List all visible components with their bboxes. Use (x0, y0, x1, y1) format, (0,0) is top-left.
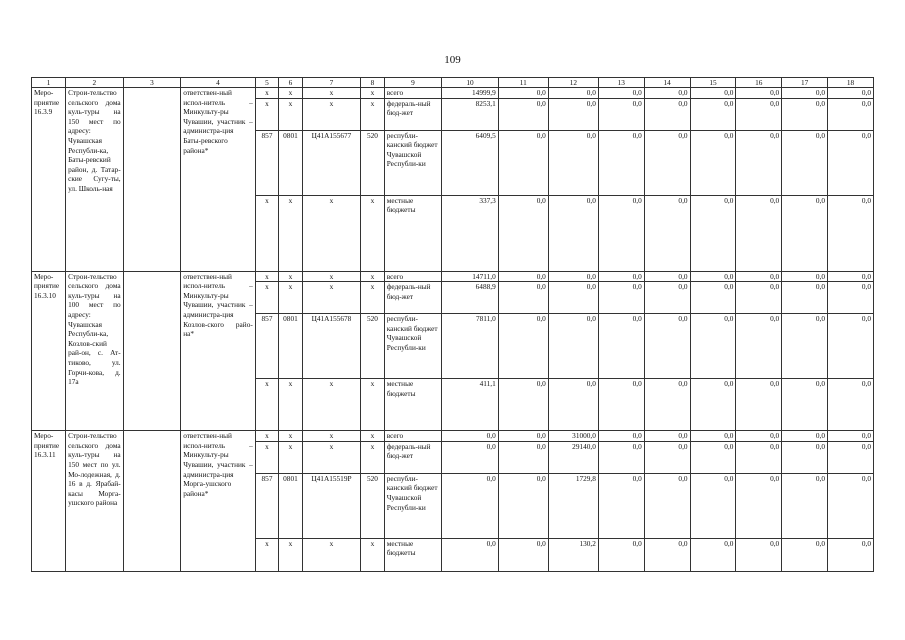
funding-value: 0,0 (498, 88, 548, 99)
funding-value: 337,3 (442, 195, 498, 271)
grbs-code: x (255, 538, 278, 571)
funding-value: 0,0 (736, 282, 782, 314)
grbs-code: x (255, 88, 278, 99)
funding-source: местные бюджеты (384, 195, 442, 271)
funding-value: 0,0 (736, 473, 782, 538)
grbs-code: 857 (255, 314, 278, 379)
funding-value: 0,0 (644, 473, 690, 538)
funding-source: местные бюджеты (384, 538, 442, 571)
funding-value: 0,0 (548, 271, 598, 282)
funding-source: местные бюджеты (384, 379, 442, 431)
target-article-code: Ц41А15519Р (302, 473, 361, 538)
column-number-9: 9 (384, 78, 442, 88)
target-article-code: Ц41А155677 (302, 130, 361, 195)
funding-value: 0,0 (498, 314, 548, 379)
funding-value: 0,0 (828, 473, 874, 538)
activity-executor: ответствен-ный испол-нитель – Минкульту-ры Чувашии, участник – администра-ция Козлов-ского райо-на* (181, 271, 256, 431)
funding-value: 0,0 (548, 130, 598, 195)
table-row (32, 88, 874, 99)
section-code: x (279, 195, 302, 271)
funding-value: 0,0 (828, 379, 874, 431)
column-number-8: 8 (361, 78, 384, 88)
funding-source: всего (384, 88, 442, 99)
funding-source: республи-канский бюджет Чувашской Республи-ки (384, 130, 442, 195)
funding-value: 0,0 (736, 431, 782, 442)
expense-type-code: x (361, 195, 384, 271)
funding-value: 0,0 (498, 282, 548, 314)
funding-value: 0,0 (498, 473, 548, 538)
funding-value: 0,0 (644, 88, 690, 99)
funding-value: 0,0 (828, 441, 874, 473)
funding-value: 0,0 (498, 271, 548, 282)
funding-value: 0,0 (644, 538, 690, 571)
column-number-7: 7 (302, 78, 361, 88)
activity-name: Строи-тельство сельского дома куль-туры на 150 мест по адресу: Чувашская Республи-ка, Баты-ревский район, д. Татар-ские Сугу-ты, ул. Школь-ная (66, 88, 124, 272)
target-article-code: Ц41А155678 (302, 314, 361, 379)
funding-source: федераль-ный бюд-жет (384, 441, 442, 473)
funding-value: 0,0 (690, 441, 736, 473)
funding-value: 0,0 (498, 379, 548, 431)
funding-value: 0,0 (598, 282, 644, 314)
funding-value: 0,0 (690, 431, 736, 442)
funding-value: 29140,0 (548, 441, 598, 473)
expense-type-code: x (361, 441, 384, 473)
target-article-code: x (302, 98, 361, 130)
funding-value: 0,0 (828, 314, 874, 379)
funding-value: 14999,9 (442, 88, 498, 99)
target-article-code: x (302, 431, 361, 442)
funding-value: 0,0 (690, 88, 736, 99)
target-article-code: x (302, 282, 361, 314)
funding-value: 0,0 (498, 98, 548, 130)
funding-value: 0,0 (498, 538, 548, 571)
funding-value: 0,0 (548, 379, 598, 431)
section-code: x (279, 88, 302, 99)
funding-value: 0,0 (498, 441, 548, 473)
funding-source: федераль-ный бюд-жет (384, 98, 442, 130)
funding-value: 0,0 (598, 98, 644, 130)
activity-code: Меро-приятие 16.3.10 (32, 271, 66, 431)
activity-code: Меро-приятие 16.3.9 (32, 88, 66, 272)
funding-value: 0,0 (690, 130, 736, 195)
funding-value: 0,0 (598, 271, 644, 282)
funding-value: 0,0 (442, 538, 498, 571)
funding-value: 0,0 (644, 195, 690, 271)
expense-type-code: x (361, 379, 384, 431)
funding-value: 0,0 (598, 88, 644, 99)
funding-value: 0,0 (736, 314, 782, 379)
funding-value: 0,0 (782, 195, 828, 271)
funding-value: 0,0 (736, 195, 782, 271)
funding-value: 0,0 (442, 431, 498, 442)
grbs-code: x (255, 271, 278, 282)
funding-value: 0,0 (782, 282, 828, 314)
funding-value: 1729,8 (548, 473, 598, 538)
funding-value: 0,0 (782, 379, 828, 431)
funding-value: 0,0 (690, 473, 736, 538)
funding-value: 0,0 (644, 314, 690, 379)
column-number-13: 13 (598, 78, 644, 88)
funding-value: 0,0 (442, 441, 498, 473)
funding-value: 14711,0 (442, 271, 498, 282)
expense-type-code: 520 (361, 130, 384, 195)
funding-source: всего (384, 431, 442, 442)
funding-value: 0,0 (644, 282, 690, 314)
funding-value: 0,0 (598, 130, 644, 195)
funding-value: 0,0 (644, 130, 690, 195)
funding-value: 0,0 (782, 314, 828, 379)
funding-value: 6488,9 (442, 282, 498, 314)
funding-value: 0,0 (736, 379, 782, 431)
funding-value: 0,0 (690, 282, 736, 314)
target-article-code: x (302, 195, 361, 271)
grbs-code: x (255, 195, 278, 271)
funding-value: 0,0 (828, 88, 874, 99)
section-code: 0801 (279, 314, 302, 379)
expense-type-code: x (361, 538, 384, 571)
funding-value: 0,0 (828, 130, 874, 195)
expense-type-code: 520 (361, 314, 384, 379)
column-number-17: 17 (782, 78, 828, 88)
funding-value: 0,0 (548, 195, 598, 271)
activity-name: Строи-тельство сельского дома куль-туры на 150 мест по ул. Мо-лодежная, д. 16 в д. Ярабай-касы Морга-ушского района (66, 431, 124, 572)
funding-value: 0,0 (828, 431, 874, 442)
funding-value: 0,0 (828, 538, 874, 571)
column-number-10: 10 (442, 78, 498, 88)
funding-value: 0,0 (736, 98, 782, 130)
target-article-code: x (302, 441, 361, 473)
funding-value: 0,0 (828, 271, 874, 282)
funding-value: 0,0 (782, 88, 828, 99)
funding-value: 7811,0 (442, 314, 498, 379)
funding-value: 0,0 (548, 88, 598, 99)
grbs-code: x (255, 98, 278, 130)
funding-value: 0,0 (442, 473, 498, 538)
funding-value: 0,0 (644, 379, 690, 431)
column-number-5: 5 (255, 78, 278, 88)
funding-source: всего (384, 271, 442, 282)
expense-type-code: x (361, 431, 384, 442)
section-code: x (279, 538, 302, 571)
target-article-code: x (302, 88, 361, 99)
column-number-4: 4 (181, 78, 256, 88)
activity-executor: ответствен-ный испол-нитель – Минкульту-ры Чувашии, участник – администра-ция Морга-ушского района* (181, 431, 256, 572)
column-number-18: 18 (828, 78, 874, 88)
funding-value: 0,0 (782, 98, 828, 130)
funding-value: 0,0 (690, 271, 736, 282)
expense-type-code: x (361, 282, 384, 314)
funding-value: 6409,5 (442, 130, 498, 195)
section-code: 0801 (279, 130, 302, 195)
funding-value: 130,2 (548, 538, 598, 571)
target-article-code: x (302, 538, 361, 571)
section-code: 0801 (279, 473, 302, 538)
column-number-3: 3 (123, 78, 181, 88)
section-code: x (279, 282, 302, 314)
column-number-16: 16 (736, 78, 782, 88)
activity-executor: ответствен-ный испол-нитель – Минкульту-ры Чувашии, участник – администра-ция Баты-ревского района* (181, 88, 256, 272)
funding-value: 0,0 (690, 98, 736, 130)
funding-value: 0,0 (782, 538, 828, 571)
grbs-code: x (255, 282, 278, 314)
funding-value: 0,0 (598, 314, 644, 379)
funding-value: 0,0 (548, 282, 598, 314)
section-code: x (279, 271, 302, 282)
column-number-12: 12 (548, 78, 598, 88)
funding-source: республи-канский бюджет Чувашской Республи-ки (384, 314, 442, 379)
expense-type-code: x (361, 98, 384, 130)
funding-value: 0,0 (690, 195, 736, 271)
column-number-11: 11 (498, 78, 548, 88)
activity-code: Меро-приятие 16.3.11 (32, 431, 66, 572)
funding-value: 0,0 (598, 431, 644, 442)
funding-value: 0,0 (598, 195, 644, 271)
grbs-code: 857 (255, 473, 278, 538)
column-number-row (32, 78, 874, 88)
section-code: x (279, 441, 302, 473)
activity-col3 (123, 431, 181, 572)
grbs-code: 857 (255, 130, 278, 195)
funding-value: 0,0 (736, 130, 782, 195)
expense-type-code: x (361, 271, 384, 282)
funding-value: 0,0 (598, 538, 644, 571)
grbs-code: x (255, 379, 278, 431)
activity-col3 (123, 271, 181, 431)
funding-value: 0,0 (828, 98, 874, 130)
section-code: x (279, 379, 302, 431)
funding-value: 0,0 (598, 441, 644, 473)
funding-value: 0,0 (548, 98, 598, 130)
funding-value: 0,0 (644, 271, 690, 282)
funding-value: 0,0 (598, 379, 644, 431)
table-row (32, 431, 874, 442)
funding-source: республи-канский бюджет Чувашской Республи-ки (384, 473, 442, 538)
column-number-2: 2 (66, 78, 124, 88)
page-number: 109 (444, 54, 461, 66)
column-number-1: 1 (32, 78, 66, 88)
expense-type-code: x (361, 88, 384, 99)
funding-value: 0,0 (644, 98, 690, 130)
funding-value: 0,0 (782, 271, 828, 282)
funding-value: 0,0 (736, 441, 782, 473)
grbs-code: x (255, 431, 278, 442)
funding-value: 411,1 (442, 379, 498, 431)
funding-source: федераль-ный бюд-жет (384, 282, 442, 314)
funding-value: 0,0 (644, 431, 690, 442)
target-article-code: x (302, 379, 361, 431)
column-number-15: 15 (690, 78, 736, 88)
funding-value: 0,0 (736, 271, 782, 282)
expense-type-code: 520 (361, 473, 384, 538)
funding-value: 0,0 (736, 538, 782, 571)
funding-value: 0,0 (782, 431, 828, 442)
funding-value: 0,0 (498, 130, 548, 195)
funding-value: 0,0 (782, 130, 828, 195)
funding-value: 0,0 (690, 379, 736, 431)
table-row (32, 271, 874, 282)
activity-col3 (123, 88, 181, 272)
funding-value: 8253,1 (442, 98, 498, 130)
funding-value: 0,0 (782, 473, 828, 538)
funding-value: 0,0 (548, 314, 598, 379)
grbs-code: x (255, 441, 278, 473)
funding-value: 0,0 (498, 431, 548, 442)
activity-name: Строи-тельство сельского дома куль-туры на 100 мест по адресу: Чувашская Республи-ка, Козлов-ский рай-он, с. Ат-тиково, ул. Горчи-кова, д. 17а (66, 271, 124, 431)
funding-value: 31000,0 (548, 431, 598, 442)
funding-value: 0,0 (690, 538, 736, 571)
funding-value: 0,0 (498, 195, 548, 271)
funding-value: 0,0 (782, 441, 828, 473)
funding-value: 0,0 (598, 473, 644, 538)
column-number-6: 6 (279, 78, 302, 88)
column-number-14: 14 (644, 78, 690, 88)
funding-value: 0,0 (828, 195, 874, 271)
funding-value: 0,0 (644, 441, 690, 473)
section-code: x (279, 98, 302, 130)
budget-table (31, 77, 874, 572)
funding-value: 0,0 (736, 88, 782, 99)
target-article-code: x (302, 271, 361, 282)
funding-value: 0,0 (690, 314, 736, 379)
section-code: x (279, 431, 302, 442)
funding-value: 0,0 (828, 282, 874, 314)
